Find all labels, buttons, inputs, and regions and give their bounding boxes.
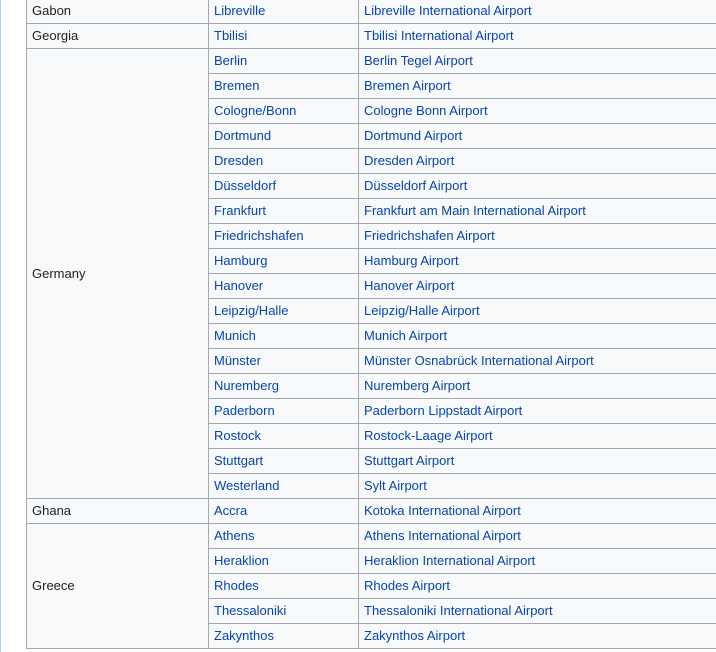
airport-cell — [359, 349, 716, 374]
airport-cell — [359, 524, 716, 549]
country-cell: Germany — [27, 49, 209, 499]
city-link[interactable]: Nuremberg — [214, 378, 280, 393]
airport-cell — [359, 199, 716, 224]
city-link[interactable]: Dortmund — [214, 128, 272, 143]
city-link[interactable]: Cologne/Bonn — [214, 103, 297, 118]
city-cell — [209, 24, 359, 49]
city-cell — [209, 199, 359, 224]
airport-link[interactable]: Rostock-Laage Airport — [364, 428, 493, 443]
airport-cell — [359, 174, 716, 199]
city-link[interactable]: Berlin — [214, 53, 248, 68]
city-link[interactable]: Friedrichshafen — [214, 228, 304, 243]
airport-link[interactable]: Paderborn Lippstadt Airport — [364, 403, 523, 418]
table-row — [27, 499, 716, 524]
airport-cell — [359, 299, 716, 324]
city-link[interactable]: Munich — [214, 328, 256, 343]
airport-link[interactable]: Rhodes Airport — [364, 578, 450, 593]
city-cell — [209, 224, 359, 249]
airport-link[interactable]: Berlin Tegel Airport — [364, 53, 473, 68]
city-cell — [209, 0, 359, 24]
city-cell — [209, 299, 359, 324]
city-link[interactable]: Heraklion — [214, 553, 269, 568]
city-cell — [209, 499, 359, 524]
city-link[interactable]: Rostock — [214, 428, 261, 443]
city-cell — [209, 599, 359, 624]
city-cell — [209, 549, 359, 574]
country-cell: Gabon — [27, 0, 209, 24]
city-link[interactable]: Frankfurt — [214, 203, 267, 218]
airport-link[interactable]: Stuttgart Airport — [364, 453, 455, 468]
airport-link[interactable]: Bremen Airport — [364, 78, 451, 93]
city-link[interactable]: Paderborn — [214, 403, 275, 418]
airport-cell — [359, 549, 716, 574]
city-link[interactable]: Westerland — [214, 478, 280, 493]
airport-cell — [359, 324, 716, 349]
table-row — [27, 524, 716, 549]
airport-cell — [359, 24, 716, 49]
city-cell — [209, 574, 359, 599]
city-cell — [209, 524, 359, 549]
city-cell — [209, 474, 359, 499]
city-link[interactable]: Zakynthos — [214, 628, 274, 643]
city-link[interactable]: Accra — [214, 503, 248, 518]
airport-link[interactable]: Athens International Airport — [364, 528, 521, 543]
airport-cell — [359, 149, 716, 174]
airport-link[interactable]: Dresden Airport — [364, 153, 455, 168]
airport-cell — [359, 374, 716, 399]
airport-link[interactable]: Düsseldorf Airport — [364, 178, 468, 193]
airport-link[interactable]: Leipzig/Halle Airport — [364, 303, 480, 318]
city-cell — [209, 349, 359, 374]
city-link[interactable]: Dresden — [214, 153, 264, 168]
city-cell — [209, 249, 359, 274]
airport-link[interactable]: Friedrichshafen Airport — [364, 228, 495, 243]
city-cell — [209, 124, 359, 149]
airport-link[interactable]: Sylt Airport — [364, 478, 427, 493]
airport-cell — [359, 249, 716, 274]
city-cell — [209, 449, 359, 474]
city-link[interactable]: Düsseldorf — [214, 178, 277, 193]
airport-cell — [359, 474, 716, 499]
city-cell — [209, 174, 359, 199]
destinations-table — [26, 0, 716, 649]
city-link[interactable]: Münster — [214, 353, 261, 368]
city-link[interactable]: Leipzig/Halle — [214, 303, 289, 318]
airport-link[interactable]: Dortmund Airport — [364, 128, 463, 143]
content-left-border — [0, 0, 1, 652]
country-cell: Georgia — [27, 24, 209, 49]
country-cell: Ghana — [27, 499, 209, 524]
city-cell — [209, 99, 359, 124]
city-cell — [209, 274, 359, 299]
table-row — [27, 24, 716, 49]
city-link[interactable]: Bremen — [214, 78, 260, 93]
city-cell — [209, 399, 359, 424]
airport-link[interactable]: Hamburg Airport — [364, 253, 459, 268]
airport-cell — [359, 124, 716, 149]
city-cell — [209, 374, 359, 399]
city-link[interactable]: Thessaloniki — [214, 603, 287, 618]
city-link[interactable]: Athens — [214, 528, 255, 543]
airport-cell — [359, 49, 716, 74]
airport-link[interactable]: Libreville International Airport — [364, 3, 532, 18]
airport-cell — [359, 0, 716, 24]
city-cell — [209, 424, 359, 449]
city-cell — [209, 74, 359, 99]
airport-cell — [359, 574, 716, 599]
airport-cell — [359, 624, 716, 649]
city-cell — [209, 149, 359, 174]
airport-link[interactable]: Zakynthos Airport — [364, 628, 466, 643]
airport-link[interactable]: Nuremberg Airport — [364, 378, 471, 393]
city-link[interactable]: Libreville — [214, 3, 266, 18]
airport-link[interactable]: Münster Osnabrück International Airport — [364, 353, 594, 368]
airport-cell — [359, 224, 716, 249]
airport-cell — [359, 499, 716, 524]
airport-cell — [359, 274, 716, 299]
city-link[interactable]: Tbilisi — [214, 28, 248, 43]
airport-cell — [359, 99, 716, 124]
city-link[interactable]: Hanover — [214, 278, 264, 293]
airport-link[interactable]: Heraklion International Airport — [364, 553, 536, 568]
airport-cell — [359, 424, 716, 449]
city-cell — [209, 49, 359, 74]
airport-link[interactable]: Cologne Bonn Airport — [364, 103, 488, 118]
city-cell — [209, 324, 359, 349]
airport-link[interactable]: Kotoka International Airport — [364, 503, 521, 518]
airport-link[interactable]: Tbilisi International Airport — [364, 28, 514, 43]
airport-link[interactable]: Thessaloniki International Airport — [364, 603, 553, 618]
airport-link[interactable]: Hanover Airport — [364, 278, 455, 293]
airport-link[interactable]: Munich Airport — [364, 328, 448, 343]
airport-cell — [359, 599, 716, 624]
table-row — [27, 49, 716, 74]
airport-link[interactable]: Frankfurt am Main International Airport — [364, 203, 586, 218]
city-link[interactable]: Hamburg — [214, 253, 268, 268]
destinations-table-body — [27, 0, 716, 649]
table-row — [27, 0, 716, 24]
city-cell — [209, 624, 359, 649]
country-cell: Greece — [27, 524, 209, 649]
city-link[interactable]: Rhodes — [214, 578, 259, 593]
city-link[interactable]: Stuttgart — [214, 453, 264, 468]
airport-cell — [359, 399, 716, 424]
airport-cell — [359, 449, 716, 474]
airport-cell — [359, 74, 716, 99]
